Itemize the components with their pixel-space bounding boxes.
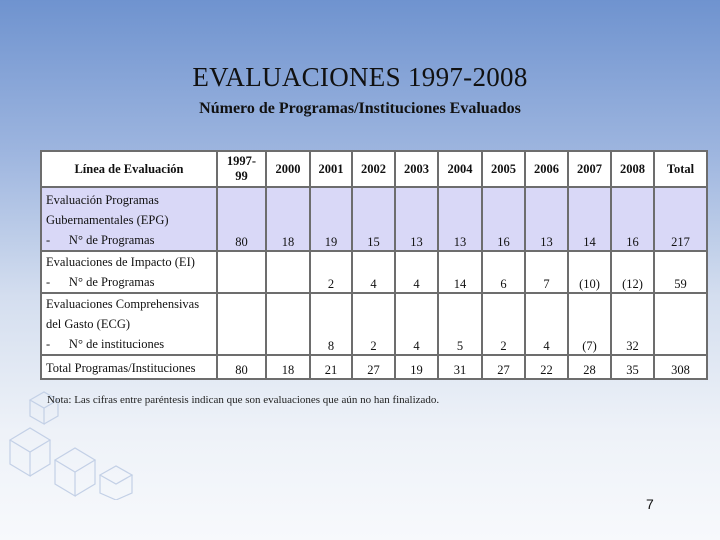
header-row bbox=[41, 151, 707, 187]
table-row bbox=[41, 293, 707, 355]
table-cell-total: 217 bbox=[654, 187, 707, 251]
header-year: 2008 bbox=[611, 151, 654, 187]
table-cell: 35 bbox=[611, 355, 654, 379]
header-year: 2003 bbox=[395, 151, 438, 187]
header-year: 2001 bbox=[310, 151, 352, 187]
table-row bbox=[41, 187, 707, 251]
table-cell: 21 bbox=[310, 355, 352, 379]
row-label: Evaluación Programas Gubernamentales (EPG) - N° de Programas bbox=[41, 187, 217, 251]
slide-subtitle: Número de Programas/Instituciones Evaluados bbox=[199, 100, 521, 117]
table-cell: 7 bbox=[525, 251, 568, 293]
table-cell: 19 bbox=[395, 355, 438, 379]
table-cell: 13 bbox=[438, 187, 482, 251]
table-cell: 13 bbox=[525, 187, 568, 251]
row-label: Evaluaciones Comprehensivas del Gasto (ECG) - N° de instituciones bbox=[41, 293, 217, 355]
header-year: 2004 bbox=[438, 151, 482, 187]
table-cell: 14 bbox=[438, 251, 482, 293]
table-cell: 28 bbox=[568, 355, 611, 379]
table-cell bbox=[266, 293, 310, 355]
table-cell-total: 59 bbox=[654, 251, 707, 293]
table-cell: 16 bbox=[611, 187, 654, 251]
page-number: 7 bbox=[646, 496, 654, 512]
table-cell: 6 bbox=[482, 251, 525, 293]
table-cell bbox=[217, 293, 266, 355]
table-cell: 4 bbox=[525, 293, 568, 355]
table-cell: 4 bbox=[395, 293, 438, 355]
slide-title: EVALUACIONES 1997-2008 bbox=[192, 62, 528, 92]
table-cell: 19 bbox=[310, 187, 352, 251]
header-year: 2000 bbox=[266, 151, 310, 187]
table-note: Nota: Las cifras entre paréntesis indican que son evaluaciones que aún no han finalizado. bbox=[47, 394, 440, 406]
table-cell: 5 bbox=[438, 293, 482, 355]
table-cell: 31 bbox=[438, 355, 482, 379]
table-cell: 8 bbox=[310, 293, 352, 355]
table-cell: 15 bbox=[352, 187, 395, 251]
header-label: Línea de Evaluación bbox=[41, 151, 217, 187]
header-year: 1997- 99 bbox=[217, 151, 266, 187]
header-year: 2006 bbox=[525, 151, 568, 187]
header-total: Total bbox=[654, 151, 707, 187]
table-cell: 80 bbox=[217, 187, 266, 251]
row-label: Total Programas/Instituciones bbox=[41, 355, 217, 379]
table-cell: 13 bbox=[395, 187, 438, 251]
table-cell: (10) bbox=[568, 251, 611, 293]
table-cell: 22 bbox=[525, 355, 568, 379]
table-cell: 32 bbox=[611, 293, 654, 355]
table-cell: 2 bbox=[352, 293, 395, 355]
table-cell: (7) bbox=[568, 293, 611, 355]
table-cell: 2 bbox=[310, 251, 352, 293]
table-cell: 4 bbox=[395, 251, 438, 293]
table-cell: 18 bbox=[266, 355, 310, 379]
table-cell: 4 bbox=[352, 251, 395, 293]
table-cell-total bbox=[654, 293, 707, 355]
table-cell: 18 bbox=[266, 187, 310, 251]
table-row-total bbox=[41, 355, 707, 379]
header-year: 2002 bbox=[352, 151, 395, 187]
table-cell bbox=[217, 251, 266, 293]
table-cell: (12) bbox=[611, 251, 654, 293]
evaluations-table bbox=[40, 150, 708, 380]
table-cell: 16 bbox=[482, 187, 525, 251]
header-year: 2005 bbox=[482, 151, 525, 187]
row-label: Evaluaciones de Impacto (EI) - N° de Programas bbox=[41, 251, 217, 293]
table-cell: 14 bbox=[568, 187, 611, 251]
header-year: 2007 bbox=[568, 151, 611, 187]
table-cell bbox=[266, 251, 310, 293]
table-cell: 2 bbox=[482, 293, 525, 355]
table-cell-total: 308 bbox=[654, 355, 707, 379]
table-cell: 27 bbox=[482, 355, 525, 379]
table-row bbox=[41, 251, 707, 293]
table-cell: 27 bbox=[352, 355, 395, 379]
table-cell: 80 bbox=[217, 355, 266, 379]
